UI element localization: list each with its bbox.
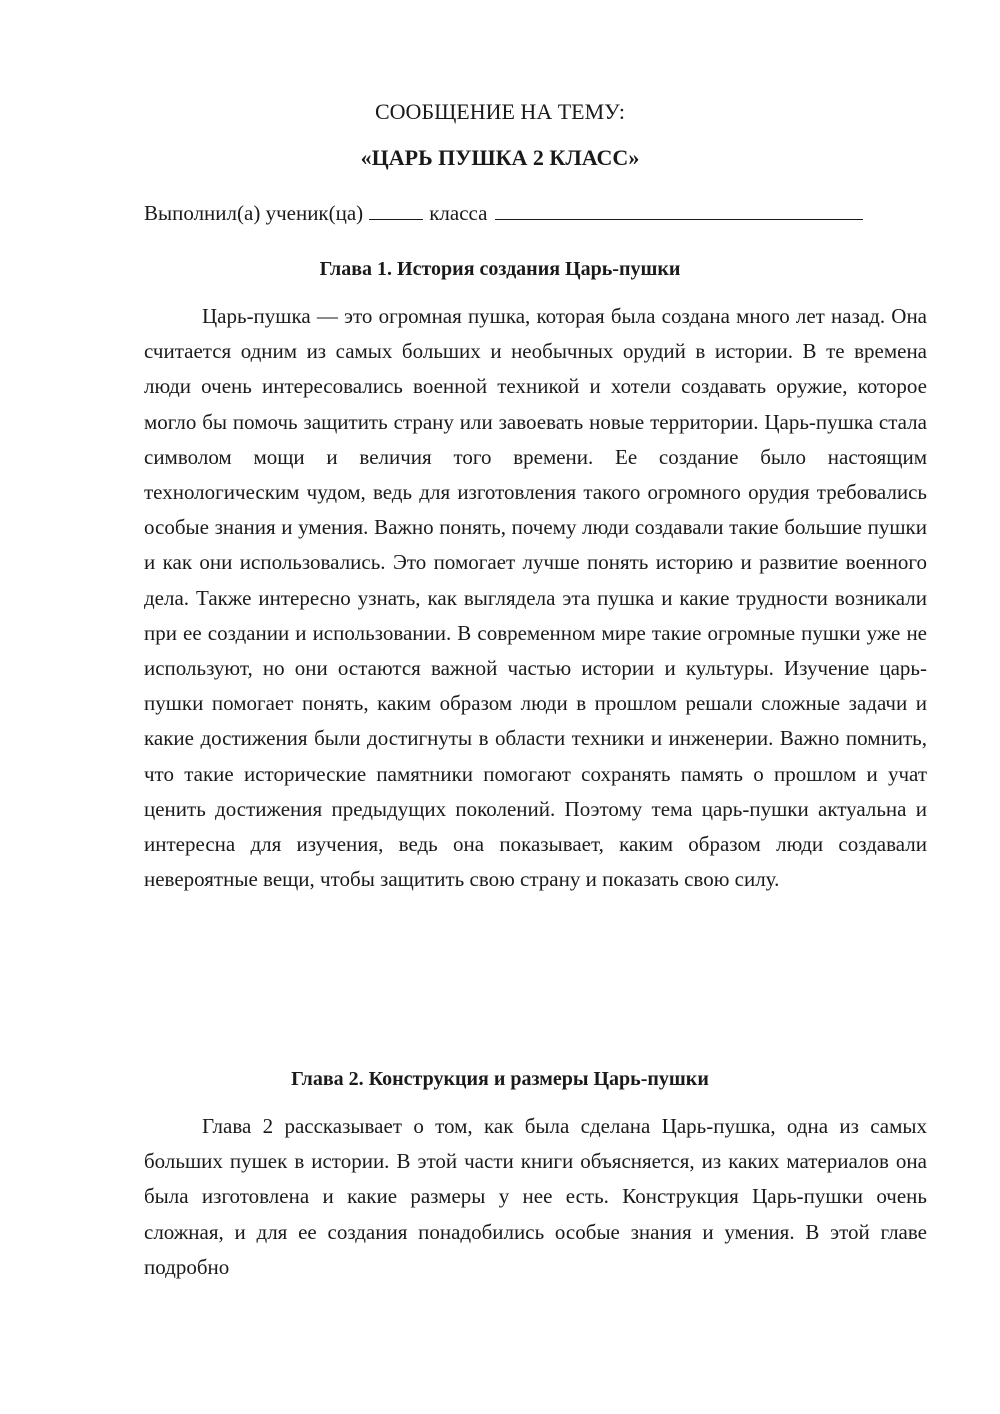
- chapter-1-heading: Глава 1. История создания Царь-пушки: [319, 258, 681, 280]
- name-blank-line: [495, 197, 863, 220]
- chapter-2-paragraph: Глава 2 рассказывает о том, как была сделана Царь-пушка, одна из самых больших пушек в истории. В этой части книги объясняется, из каких материалов она была изготовлена и какие размеры у нее есть. Конструкция Царь-пушки очень сложная, и для ее создания понадобились особые знания и умения. В этой главе подробно: [144, 1114, 927, 1279]
- performed-by-label: Выполнил(а) ученик(ца): [144, 201, 364, 225]
- grade-blank-line: [369, 197, 423, 220]
- class-label: класса: [429, 201, 488, 225]
- document-title-subject: «ЦАРЬ ПУШКА 2 КЛАСС»: [360, 145, 640, 170]
- chapter-1-paragraph: Царь-пушка — это огромная пушка, которая была создана много лет назад. Она считается одним из самых больших и необычных орудий в истории. В те времена люди очень интересовались военной техникой и хотели создавать оружие, которое могло бы помочь защитить страну или завоевать новые территории. Царь-пушка стала символом мощи и величия того времени. Ее создание было настоящим технологическим чудом, ведь для изготовления такого огромного орудия требовались особые знания и умения. Важно понять, почему люди создавали такие большие пушки и как они использовались. Это помогает лучше понять историю и развитие военного дела. Также интересно узнать, как выглядела эта пушка и какие трудности возникали при ее создании и использовании. В современном мире такие огромные пушки уже не используют, но они остаются важной частью истории и культуры. Изучение царь-пушки помогает понять, каким образом люди в прошлом решали сложные задачи и какие достижения были достигнуты в области техники и инженерии. Важно помнить, что такие исторические памятники помогают сохранять память о прошлом и учат ценить достижения предыдущих поколений. Поэтому тема царь-пушки актуальна и интересна для изучения, ведь она показывает, каким образом люди создавали невероятные вещи, чтобы защитить свою страну и показать свою силу.: [144, 304, 927, 892]
- document-title-topic: СООБЩЕНИЕ НА ТЕМУ:: [375, 99, 625, 124]
- chapter-2-heading: Глава 2. Конструкция и размеры Царь-пушки: [291, 1068, 709, 1090]
- author-byline: [144, 197, 863, 228]
